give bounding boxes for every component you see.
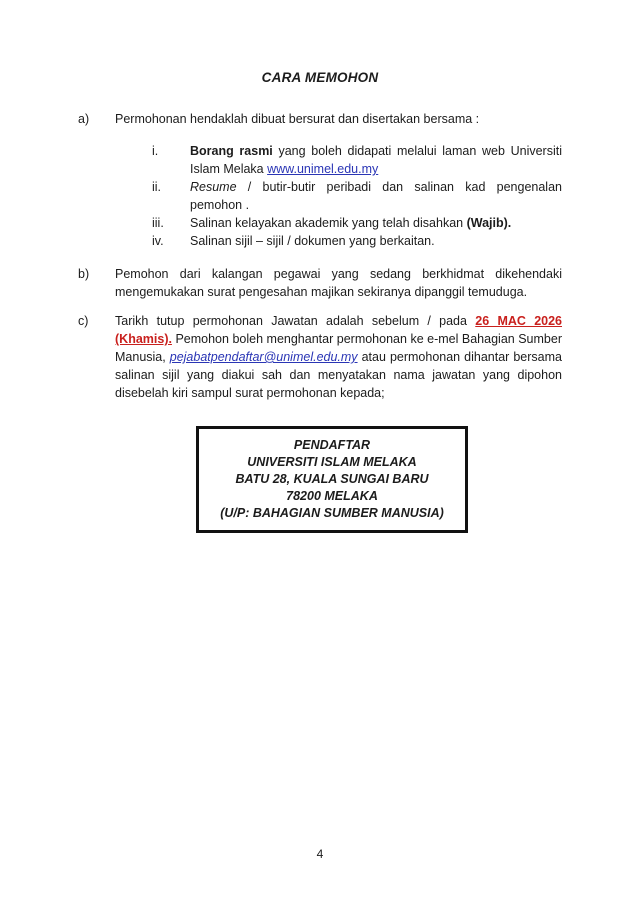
address-line-institution: UNIVERSITI ISLAM MELAKA [247,455,417,469]
address-line-recipient: PENDAFTAR [293,438,371,452]
sub-item-i [115,142,562,178]
page-title: CARA MEMOHON [261,70,379,85]
sub-item-i-numeral: i. [152,144,159,158]
item-a-text: Permohonan hendaklah dibuat bersurat dan disertakan bersama : [115,112,480,126]
sub-item-iv [115,232,562,250]
sub-item-ii [115,178,562,214]
sub-item-ii-numeral: ii. [152,180,162,194]
item-c-text-before-date: Tarikh tutup permohonan Jawatan adalah sebelum / pada [115,314,476,328]
deadline-date: 26 MAC 2026 (Khamis). [115,314,562,346]
sub-item-iii-text: Salinan kelayakan akademik yang telah disahkan [190,216,467,230]
sub-item-ii-text: / butir-butir peribadi dan salinan kad pengenalan pemohon . [190,180,562,212]
resume-italic-text: Resume [190,180,237,194]
email-link[interactable]: pejabatpendaftar@unimel.edu.my [169,350,358,364]
sub-item-iv-text: Salinan sijil – sijil / dokumen yang berkaitan. [190,234,435,248]
sub-item-iii-numeral: iii. [152,216,164,230]
item-c-text-after-date: Pemohon boleh menghantar permohonan ke e-mel Bahagian Sumber Manusia, [115,332,562,364]
item-c-text-after-email: atau permohonan dihantar bersama salinan sijil yang diakui sah dan menyatakan nama jawatan yang dipohon disebelah kiri sampul surat permohonan kepada; [115,350,562,400]
official-form-bold-text: Borang rasmi [190,144,273,158]
sub-item-i-text: yang boleh didapati melalui laman web Universiti Islam Melaka [190,144,562,176]
website-link[interactable]: www.unimel.edu.my [267,162,379,176]
list-item-c [78,312,562,402]
sub-item-iii [115,214,562,232]
list-item-a [78,110,562,250]
address-line-street: BATU 28, KUALA SUNGAI BARU [235,472,429,486]
item-b-label: b) [78,267,90,281]
item-a-label: a) [78,112,90,126]
address-line-city: 78200 MELAKA [286,489,378,503]
sub-list [115,142,562,250]
sub-item-iv-numeral: iv. [152,234,164,248]
page-number: 4 [316,847,324,861]
address-line-attention: (U/P: BAHAGIAN SUMBER MANUSIA) [220,506,444,520]
item-b-text: Pemohon dari kalangan pegawai yang sedang berkhidmat dikehendaki mengemukakan surat pengesahan majikan sekiranya dipanggil temuduga. [115,267,562,299]
item-c-label: c) [78,314,89,328]
address-box [196,426,468,533]
wajib-bold-text: (Wajib). [466,216,512,230]
list-item-b [78,265,562,301]
